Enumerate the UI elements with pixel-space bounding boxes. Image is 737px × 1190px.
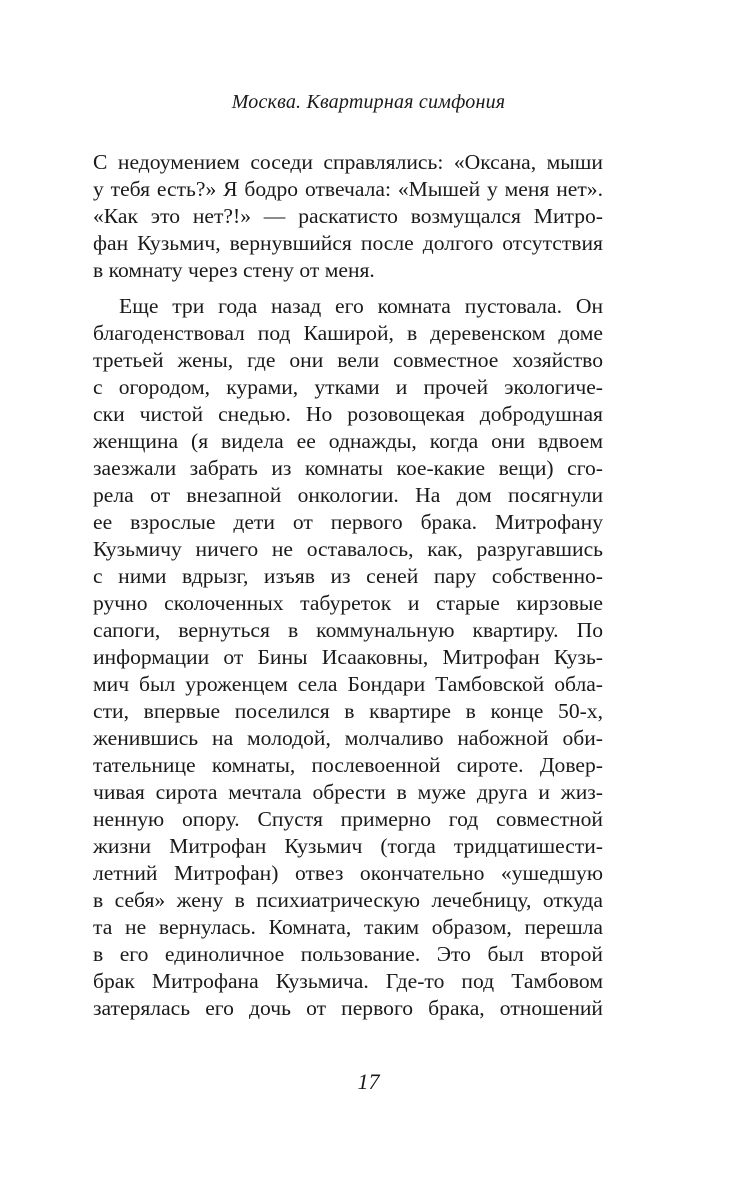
text-line: женившись на молодой, молчаливо набожной оби- — [93, 726, 603, 750]
paragraph-2 — [93, 293, 603, 1022]
text-line: чивая сирота мечтала обрести в муже друга и жиз- — [93, 780, 603, 804]
text-line: заезжали забрать из комнаты кое-какие вещи) сго- — [93, 456, 603, 480]
text-line: ненную опору. Спустя примерно год совместной — [93, 807, 603, 831]
text-line: женщина (я видела ее однажды, когда они вдвоем — [93, 429, 603, 453]
body-text — [93, 149, 603, 1022]
text-line: жизни Митрофан Кузьмич (тогда тридцатишести- — [93, 834, 603, 858]
text-line: в комнату через стену от меня. — [93, 258, 375, 282]
text-line: «Как это нет?!» — раскатисто возмущался Митро- — [93, 204, 603, 228]
text-line: затерялась его дочь от первого брака, отношений — [93, 996, 603, 1020]
text-line: Еще три года назад его комната пустовала. Он — [119, 294, 603, 318]
text-line: рела от внезапной онкологии. На дом посягнули — [93, 483, 603, 507]
text-line: благоденствовал под Каширой, в деревенском доме — [93, 321, 603, 345]
text-line: ее взрослые дети от первого брака. Митрофану — [93, 510, 603, 534]
text-line: информации от Бины Исааковны, Митрофан Кузь- — [93, 645, 603, 669]
text-line: тательнице комнаты, послевоенной сироте. Довер- — [93, 753, 603, 777]
paragraph-1 — [93, 149, 603, 284]
text-line: с огородом, курами, утками и прочей экологиче- — [93, 375, 603, 399]
text-line: брак Митрофана Кузьмича. Где-то под Тамбовом — [93, 969, 603, 993]
text-line: в его единоличное пользование. Это был второй — [93, 942, 603, 966]
text-line: третьей жены, где они вели совместное хозяйство — [93, 348, 603, 372]
text-line: сти, впервые поселился в квартире в конце 50-х, — [93, 699, 603, 723]
text-line: ски чистой снедью. Но розовощекая добродушная — [93, 402, 603, 426]
text-line: та не вернулась. Комната, таким образом, перешла — [93, 915, 603, 939]
text-line: летний Митрофан) отвез окончательно «ушедшую — [93, 861, 603, 885]
text-line: с ними вдрызг, изъяв из сеней пару собственно- — [93, 564, 603, 588]
text-line: в себя» жену в психиатрическую лечебницу, откуда — [93, 888, 603, 912]
page-number: 17 — [357, 1069, 380, 1094]
text-line: сапоги, вернуться в коммунальную квартиру. По — [93, 618, 603, 642]
text-line: мич был уроженцем села Бондари Тамбовской обла- — [93, 672, 603, 696]
paragraph-gap — [93, 284, 603, 293]
text-line: фан Кузьмич, вернувшийся после долгого отсутствия — [93, 231, 603, 255]
text-line: Кузьмичу ничего не оставалось, как, разругавшись — [93, 537, 603, 561]
text-line: ручно сколоченных табуреток и старые кирзовые — [93, 591, 603, 615]
running-head: Москва. Квартирная симфония — [231, 91, 506, 113]
text-line: у тебя есть?» Я бодро отвечала: «Мышей у меня нет». — [93, 177, 603, 201]
text-line: С недоумением соседи справлялись: «Оксана, мыши — [93, 150, 603, 174]
